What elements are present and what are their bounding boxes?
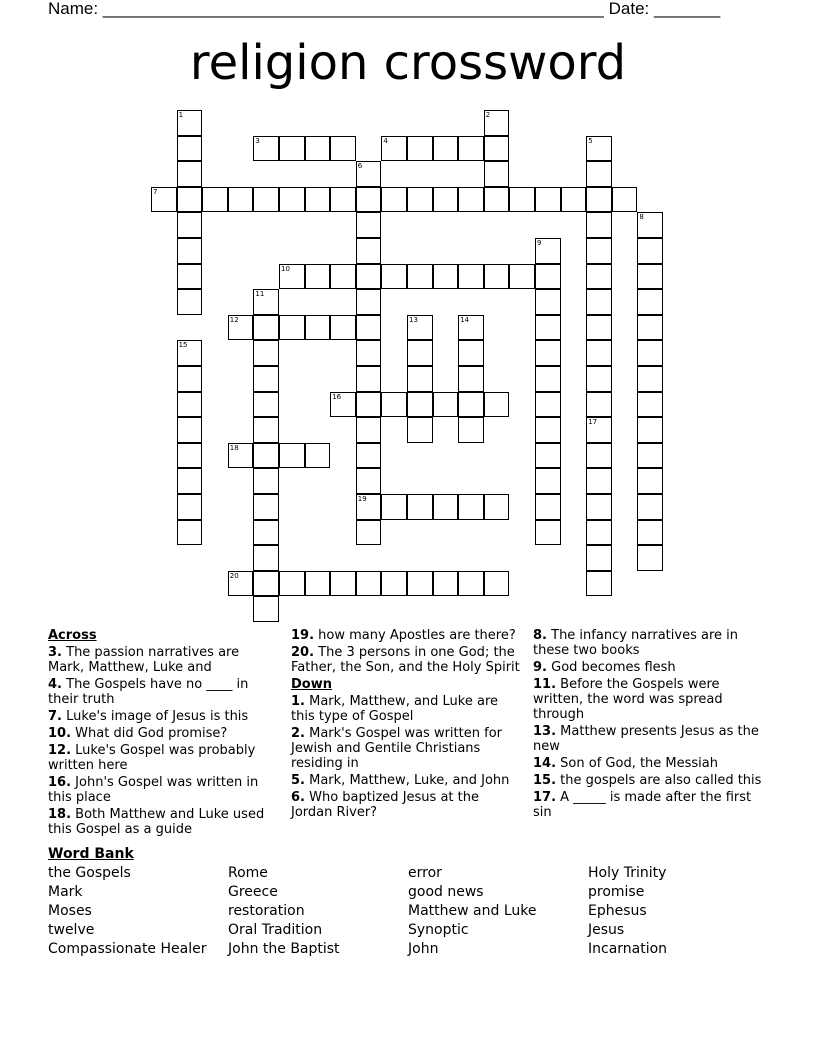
crossword-cell[interactable] <box>177 161 203 187</box>
crossword-cell[interactable] <box>586 417 612 443</box>
crossword-cell[interactable] <box>535 315 561 341</box>
crossword-cell[interactable] <box>228 187 254 213</box>
word-bank-item: John the Baptist <box>228 941 340 957</box>
clue-down-9: 9. God becomes flesh <box>533 660 676 675</box>
crossword-cell[interactable] <box>458 366 484 392</box>
crossword-cell[interactable] <box>253 545 279 571</box>
crossword-cell[interactable] <box>484 110 510 136</box>
crossword-cell[interactable] <box>305 187 331 213</box>
crossword-cell[interactable] <box>586 545 612 571</box>
crossword-cell[interactable] <box>586 468 612 494</box>
clue-down-14: 14. Son of God, the Messiah <box>533 756 718 771</box>
crossword-cell[interactable] <box>253 187 279 213</box>
crossword-cell[interactable] <box>586 366 612 392</box>
word-bank-list <box>48 864 768 959</box>
crossword-cell[interactable] <box>535 340 561 366</box>
crossword-cell[interactable] <box>381 264 407 290</box>
word-bank-item: Compassionate Healer <box>48 941 207 957</box>
crossword-cell[interactable] <box>535 494 561 520</box>
clue-number: 1 <box>178 111 184 119</box>
crossword-cell[interactable] <box>509 187 535 213</box>
crossword-cell[interactable] <box>356 264 382 290</box>
crossword-cell[interactable] <box>253 520 279 546</box>
clue-number: 13 <box>409 315 418 324</box>
crossword-cell[interactable] <box>356 494 382 520</box>
clue-number: 4 <box>383 136 388 145</box>
name-date-line[interactable]: Name: _____________________________________________________ Date: _______ <box>48 0 721 18</box>
crossword-cell[interactable] <box>484 571 510 597</box>
clue-number: 17 <box>588 418 598 427</box>
crossword-cell[interactable] <box>356 468 382 494</box>
crossword-cell[interactable] <box>509 264 535 290</box>
crossword-cell[interactable] <box>305 443 331 469</box>
crossword-cell[interactable] <box>637 417 663 443</box>
crossword-cell[interactable] <box>535 289 561 315</box>
word-bank-item: Greece <box>228 884 278 900</box>
clue-number: 14 <box>460 315 470 324</box>
crossword-cell[interactable] <box>637 520 663 546</box>
crossword-cell[interactable] <box>458 136 484 162</box>
page-title: religion crossword <box>189 35 627 91</box>
crossword-cell[interactable] <box>253 443 279 469</box>
crossword-cell[interactable] <box>586 340 612 366</box>
crossword-cell[interactable] <box>458 571 484 597</box>
clue-across-19: 19. how many Apostles are there? <box>291 628 516 643</box>
crossword-cell[interactable] <box>407 571 433 597</box>
crossword-cell[interactable] <box>535 187 561 213</box>
crossword-cell[interactable] <box>305 264 331 290</box>
word-bank-heading: Word Bank <box>48 846 134 862</box>
clue-number: 6 <box>357 162 363 171</box>
crossword-cell[interactable] <box>484 494 510 520</box>
crossword-cell[interactable] <box>407 187 433 213</box>
word-bank-item: Rome <box>228 865 268 881</box>
crossword-cell[interactable] <box>228 443 254 469</box>
crossword-cell[interactable] <box>458 264 484 290</box>
crossword-cell[interactable] <box>305 136 331 162</box>
crossword-cell[interactable] <box>535 520 561 546</box>
crossword-cell[interactable] <box>253 417 279 443</box>
crossword-cell[interactable] <box>330 571 356 597</box>
crossword-cell[interactable] <box>458 494 484 520</box>
clue-down-6: 6. Who baptized Jesus at the Jordan River? <box>291 790 479 820</box>
crossword-cell[interactable] <box>253 366 279 392</box>
crossword-cell[interactable] <box>279 264 305 290</box>
crossword-cell[interactable] <box>484 187 510 213</box>
crossword-cell[interactable] <box>330 315 356 341</box>
crossword-cell[interactable] <box>637 494 663 520</box>
clue-column-2 <box>291 628 523 822</box>
clue-across-4: 4. The Gospels have no ____ in their truth <box>48 677 249 707</box>
crossword-cell[interactable] <box>356 571 382 597</box>
crossword-cell[interactable] <box>253 468 279 494</box>
crossword-cell[interactable] <box>177 289 203 315</box>
clue-across-3: 3. The passion narratives are Mark, Matthew, Luke and <box>48 645 240 675</box>
clue-down-1: 1. Mark, Matthew, and Luke are this type of Gospel <box>291 694 499 724</box>
crossword-cell[interactable] <box>433 571 459 597</box>
crossword-cell[interactable] <box>356 417 382 443</box>
crossword-cell[interactable] <box>279 315 305 341</box>
crossword-cell[interactable] <box>637 264 663 290</box>
crossword-cell[interactable] <box>381 392 407 418</box>
crossword-cell[interactable] <box>356 366 382 392</box>
clue-down-17: 17. A _____ is made after the first sin <box>533 790 752 820</box>
crossword-cell[interactable] <box>458 340 484 366</box>
crossword-cell[interactable] <box>253 571 279 597</box>
word-bank <box>48 846 768 959</box>
crossword-cell[interactable] <box>177 238 203 264</box>
crossword-cell[interactable] <box>407 340 433 366</box>
crossword-cell[interactable] <box>637 366 663 392</box>
crossword-cell[interactable] <box>637 443 663 469</box>
crossword-cell[interactable] <box>586 392 612 418</box>
crossword-cell[interactable] <box>177 136 203 162</box>
crossword-cell[interactable] <box>356 161 382 187</box>
clue-across-18: 18. Both Matthew and Luke used this Gospel as a guide <box>48 807 265 837</box>
crossword-cell[interactable] <box>356 212 382 238</box>
word-bank-item: Ephesus <box>588 903 647 919</box>
clue-number: 11 <box>255 290 265 299</box>
clue-number: 7 <box>153 187 158 196</box>
clue-number: 8 <box>639 213 644 222</box>
clue-number: 16 <box>332 392 342 401</box>
word-bank-item: Incarnation <box>588 941 668 957</box>
crossword-cell[interactable] <box>586 443 612 469</box>
clue-down-11: 11. Before the Gospels were written, the word was spread through <box>533 677 723 722</box>
crossword-cell[interactable] <box>381 571 407 597</box>
crossword-cell[interactable] <box>177 187 203 213</box>
word-bank-item: the Gospels <box>48 865 131 881</box>
crossword-cell[interactable] <box>253 340 279 366</box>
clue-number: 19 <box>357 495 367 503</box>
crossword-cell[interactable] <box>484 161 510 187</box>
word-bank-item: Holy Trinity <box>588 865 667 881</box>
crossword-cell[interactable] <box>177 110 203 136</box>
crossword-cell[interactable] <box>356 520 382 546</box>
crossword-cell[interactable] <box>356 340 382 366</box>
clue-down-8: 8. The infancy narratives are in these two books <box>533 628 738 658</box>
crossword-cell[interactable] <box>253 315 279 341</box>
word-bank-item: twelve <box>48 922 95 938</box>
clue-number: 3 <box>255 136 260 145</box>
word-bank-item: Mark <box>48 884 83 900</box>
crossword-cell[interactable] <box>586 289 612 315</box>
crossword-cell[interactable] <box>356 289 382 315</box>
clue-column-3 <box>533 628 773 822</box>
crossword-cell[interactable] <box>356 238 382 264</box>
crossword-cell[interactable] <box>279 136 305 162</box>
crossword-cell[interactable] <box>330 392 356 418</box>
clue-across-10: 10. What did God promise? <box>48 726 228 741</box>
crossword-cell[interactable] <box>253 289 279 315</box>
crossword-cell[interactable] <box>330 187 356 213</box>
clue-down-13: 13. Matthew presents Jesus as the new <box>533 724 759 754</box>
clue-number: 20 <box>229 571 239 580</box>
crossword-cell[interactable] <box>356 392 382 418</box>
crossword-cell[interactable] <box>637 212 663 238</box>
crossword-cell[interactable] <box>177 494 203 520</box>
word-bank-item: Synoptic <box>408 922 469 938</box>
crossword-cell[interactable] <box>407 392 433 418</box>
crossword-cell[interactable] <box>637 315 663 341</box>
crossword-cell[interactable] <box>177 392 203 418</box>
clue-across-20: 20. The 3 persons in one God; the Father, the Son, and the Holy Spirit <box>291 645 520 675</box>
crossword-cell[interactable] <box>381 187 407 213</box>
crossword-cell[interactable] <box>535 443 561 469</box>
crossword-cell[interactable] <box>637 468 663 494</box>
clue-number: 12 <box>229 315 239 324</box>
crossword-cell[interactable] <box>586 571 612 597</box>
crossword-cell[interactable] <box>586 494 612 520</box>
crossword-cell[interactable] <box>433 136 459 162</box>
crossword-cell[interactable] <box>177 212 203 238</box>
clue-across-12: 12. Luke's Gospel was probably written here <box>48 743 256 773</box>
word-bank-item: good news <box>408 884 484 900</box>
clue-across-7: 7. Luke's image of Jesus is this <box>48 709 249 724</box>
crossword-cell[interactable] <box>279 443 305 469</box>
crossword-cell[interactable] <box>356 187 382 213</box>
crossword-cell[interactable] <box>637 392 663 418</box>
clue-number: 15 <box>178 341 188 350</box>
crossword-cell[interactable] <box>586 212 612 238</box>
word-bank-item: John <box>408 941 439 957</box>
crossword-cell[interactable] <box>586 264 612 290</box>
crossword-cell[interactable] <box>586 187 612 213</box>
crossword-cell[interactable] <box>586 136 612 162</box>
word-bank-item: Moses <box>48 903 92 919</box>
crossword-cell[interactable] <box>433 264 459 290</box>
crossword-cell[interactable] <box>253 136 279 162</box>
clue-number: 5 <box>588 136 593 145</box>
down-heading: Down <box>291 677 332 692</box>
word-bank-item: Oral Tradition <box>228 922 323 938</box>
clue-down-15: 15. the gospels are also called this <box>533 773 762 788</box>
crossword-cell[interactable] <box>253 392 279 418</box>
crossword-cell[interactable] <box>177 340 203 366</box>
crossword-cell[interactable] <box>637 238 663 264</box>
word-bank-item: error <box>408 865 442 881</box>
crossword-cell[interactable] <box>228 571 254 597</box>
clue-number: 2 <box>485 111 491 119</box>
crossword-cell[interactable] <box>407 494 433 520</box>
crossword-cell[interactable] <box>433 187 459 213</box>
crossword-cell[interactable] <box>177 417 203 443</box>
crossword-cell[interactable] <box>586 161 612 187</box>
crossword-cell[interactable] <box>356 443 382 469</box>
crossword-cell[interactable] <box>253 596 279 622</box>
crossword-cell[interactable] <box>381 494 407 520</box>
crossword-cell[interactable] <box>279 571 305 597</box>
crossword-cell[interactable] <box>433 494 459 520</box>
crossword-cell[interactable] <box>637 340 663 366</box>
clue-number: 9 <box>537 239 542 247</box>
clue-across-16: 16. John's Gospel was written in this place <box>48 775 259 805</box>
crossword-cell[interactable] <box>177 468 203 494</box>
across-heading: Across <box>48 628 97 643</box>
crossword-cell[interactable] <box>151 187 177 213</box>
crossword-cell[interactable] <box>586 315 612 341</box>
crossword-cell[interactable] <box>228 315 254 341</box>
crossword-cell[interactable] <box>458 187 484 213</box>
crossword-cell[interactable] <box>458 417 484 443</box>
word-bank-item: Jesus <box>588 922 625 938</box>
crossword-cell[interactable] <box>535 264 561 290</box>
crossword-cell[interactable] <box>535 366 561 392</box>
crossword-cell[interactable] <box>535 468 561 494</box>
clue-column-1 <box>48 628 270 839</box>
crossword-cell[interactable] <box>177 443 203 469</box>
crossword-cell[interactable] <box>407 417 433 443</box>
crossword-cell[interactable] <box>433 392 459 418</box>
crossword-cell[interactable] <box>561 187 587 213</box>
crossword-cell[interactable] <box>253 494 279 520</box>
crossword-cell[interactable] <box>279 187 305 213</box>
crossword-cell[interactable] <box>407 315 433 341</box>
crossword-cell[interactable] <box>612 187 638 213</box>
crossword-cell[interactable] <box>458 392 484 418</box>
crossword-cell[interactable] <box>305 315 331 341</box>
crossword-cell[interactable] <box>330 136 356 162</box>
crossword-cell[interactable] <box>305 571 331 597</box>
word-bank-item: promise <box>588 884 645 900</box>
crossword-cell[interactable] <box>407 264 433 290</box>
clue-number: 10 <box>281 264 290 273</box>
crossword-cell[interactable] <box>458 315 484 341</box>
crossword-cell[interactable] <box>586 238 612 264</box>
crossword-cell[interactable] <box>407 366 433 392</box>
word-bank-item: Matthew and Luke <box>408 903 537 919</box>
crossword-cell[interactable] <box>177 264 203 290</box>
crossword-cell[interactable] <box>407 136 433 162</box>
crossword-cell[interactable] <box>484 136 510 162</box>
crossword-cell[interactable] <box>381 136 407 162</box>
crossword-cell[interactable] <box>484 264 510 290</box>
crossword-cell[interactable] <box>535 417 561 443</box>
clue-down-2: 2. Mark's Gospel was written for Jewish and Gentile Christians residing in <box>291 726 502 771</box>
crossword-cell[interactable] <box>637 545 663 571</box>
crossword-cell[interactable] <box>586 520 612 546</box>
crossword-cell[interactable] <box>177 520 203 546</box>
crossword-cell[interactable] <box>535 238 561 264</box>
clue-number: 18 <box>229 443 239 452</box>
crossword-cell[interactable] <box>202 187 228 213</box>
crossword-cell[interactable] <box>637 289 663 315</box>
crossword-cell[interactable] <box>177 366 203 392</box>
crossword-cell[interactable] <box>330 264 356 290</box>
clue-down-5: 5. Mark, Matthew, Luke, and John <box>291 773 510 788</box>
crossword-cell[interactable] <box>484 392 510 418</box>
crossword-cell[interactable] <box>535 392 561 418</box>
crossword-cell[interactable] <box>356 315 382 341</box>
word-bank-item: restoration <box>228 903 305 919</box>
